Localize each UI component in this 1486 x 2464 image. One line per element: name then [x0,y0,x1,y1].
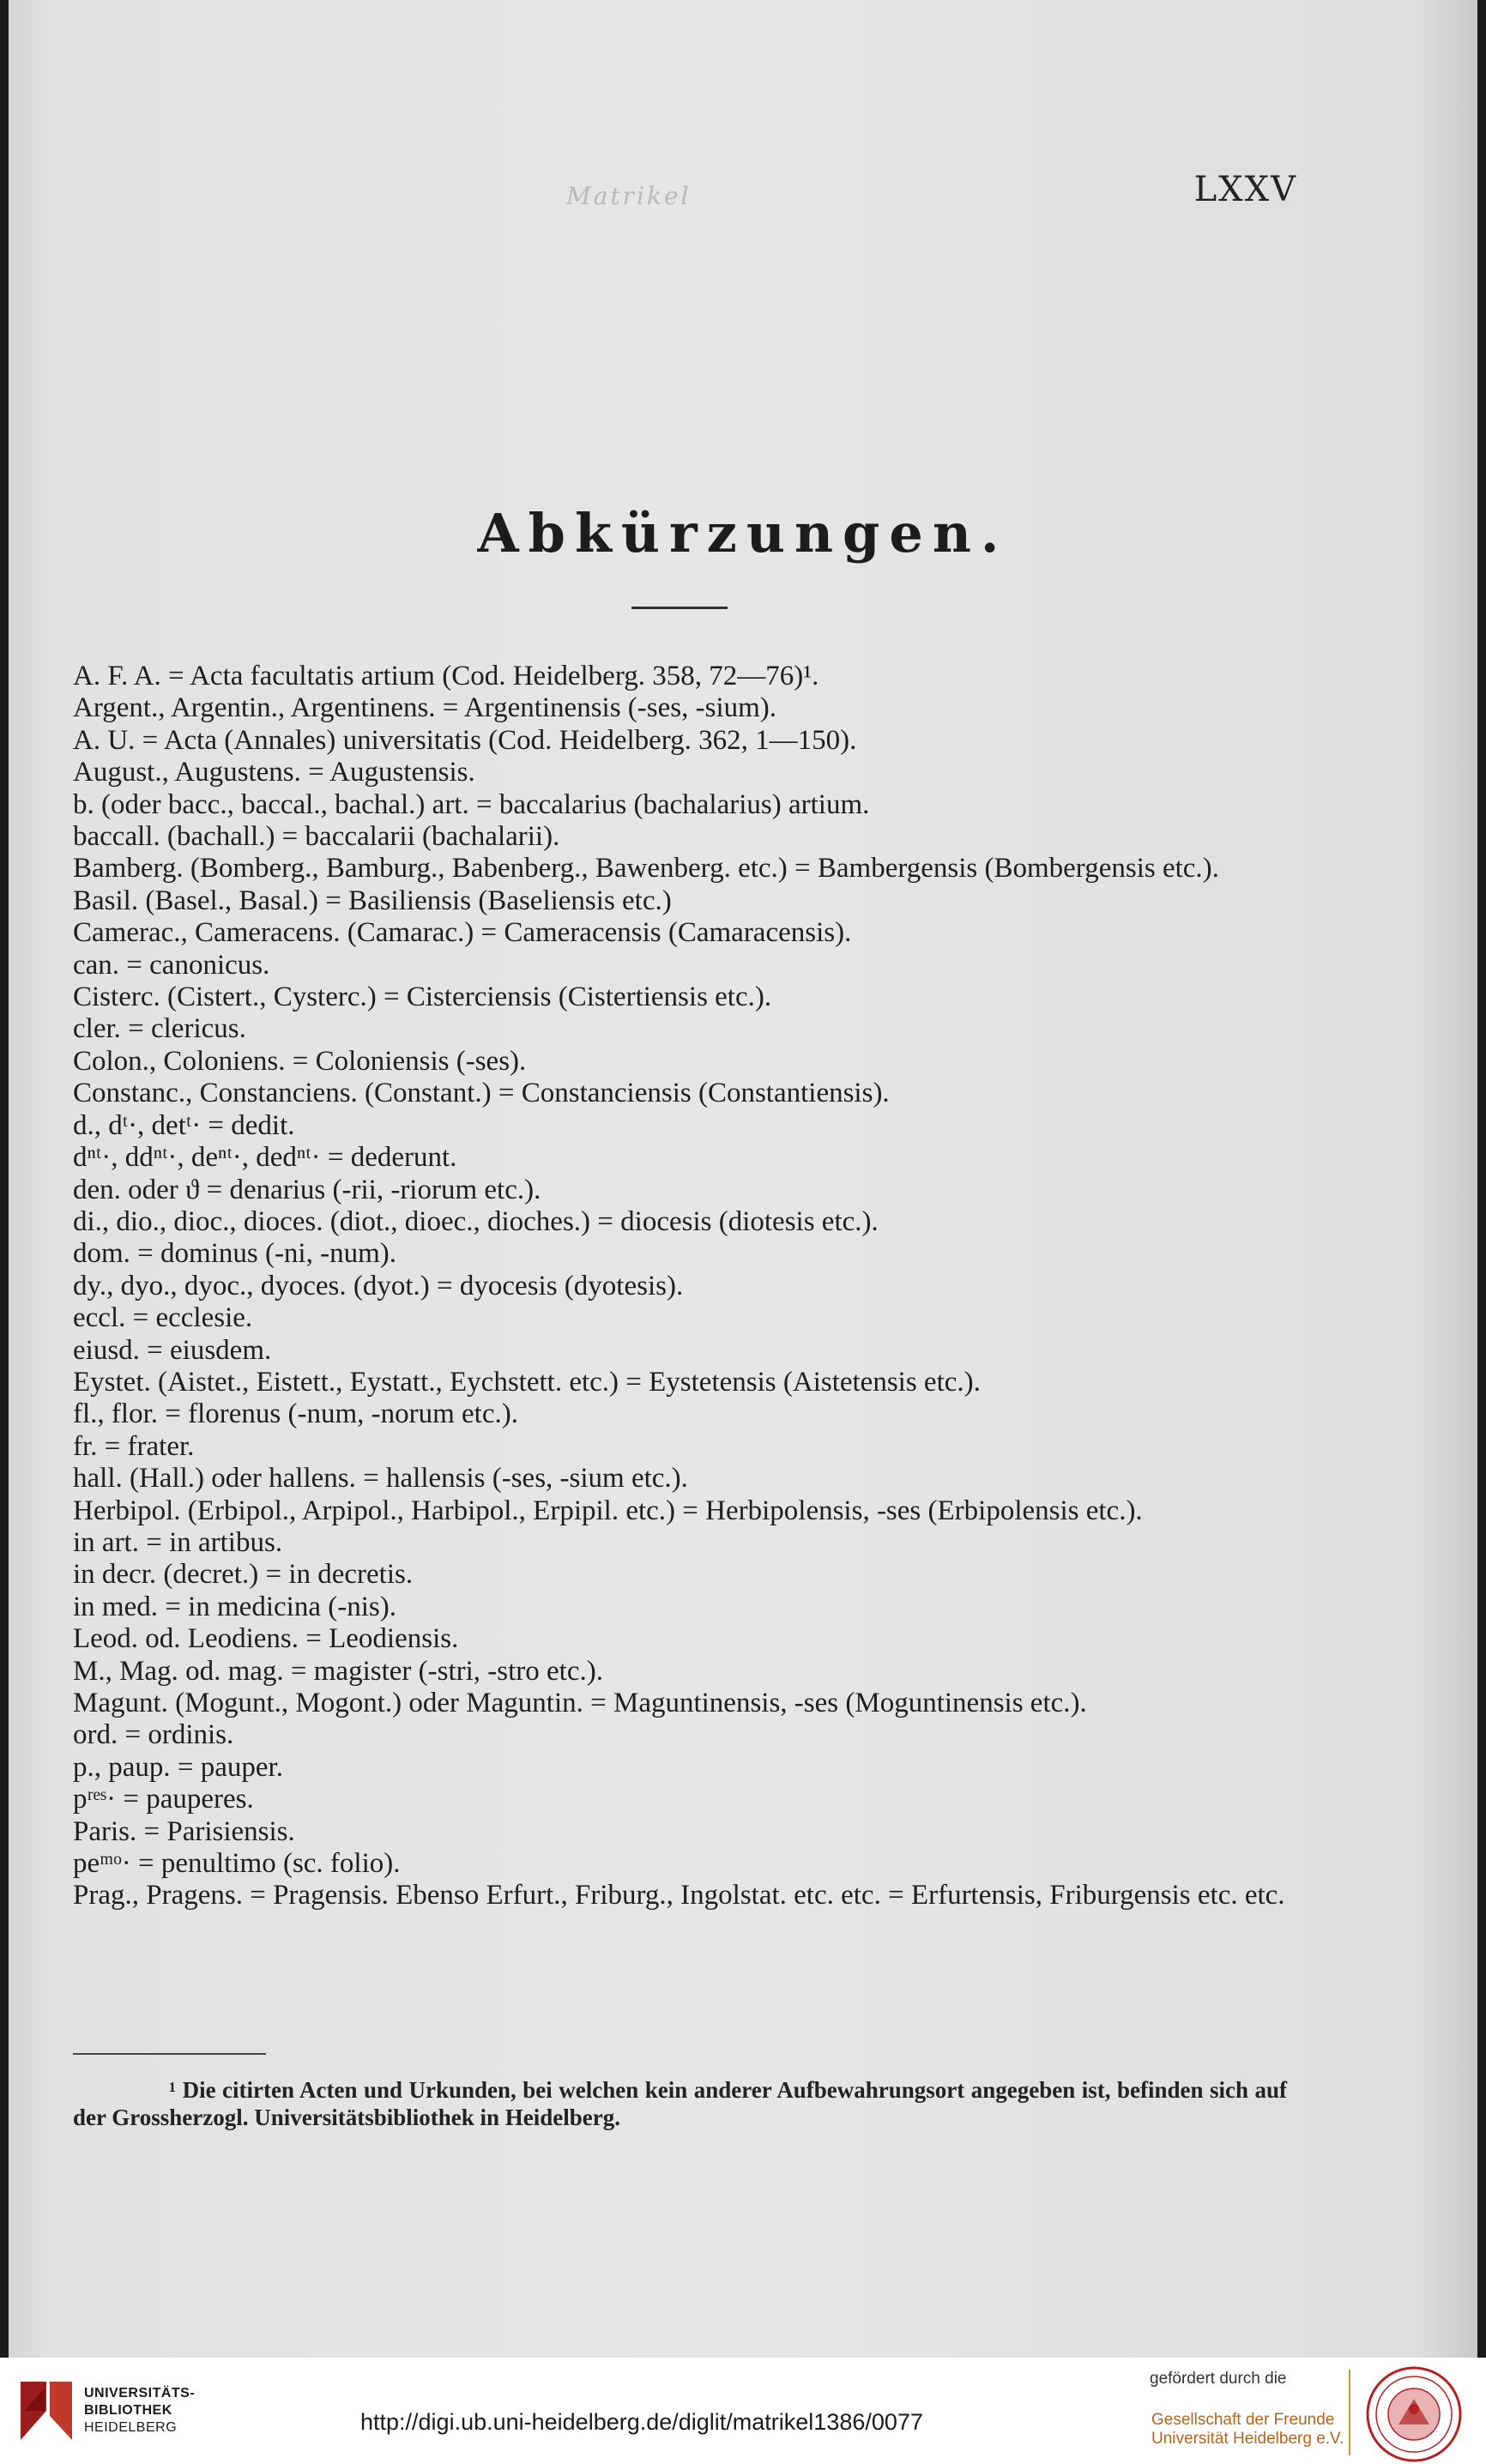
abbreviation-list [73,661,1287,1912]
abbreviation-entry: dom. = dominus (-ni, -num). [73,1238,397,1270]
university-library-logo-icon [15,2376,77,2445]
abbreviation-entry: p., paup. = pauper. [73,1751,283,1783]
abbreviation-entry: Argent., Argentin., Argentinens. = Argentinensis (-ses, -sium). [73,692,777,724]
library-name [84,2385,195,2437]
abbreviation-entry: Herbipol. (Erbipol., Arpipol., Harbipol., Erpipil. etc.) = Herbipolensis, -ses (Erbipolensis etc.). [73,1495,1143,1526]
society-name [1151,2411,1344,2449]
library-name-line: UNIVERSITÄTS- [84,2386,196,2401]
abbreviation-entry: Bamberg. (Bomberg., Bamburg., Babenberg., Bawenberg. etc.) = Bambergensis (Bombergensis etc.). [73,853,1219,885]
abbreviation-entry: ord. = ordinis. [73,1719,234,1751]
library-name-line: BIBLIOTHEK [84,2403,172,2418]
abbreviation-entry: b. (oder bacc., baccal., bachal.) art. = baccalarius (bachalarius) artium. [73,788,870,820]
abbreviation-entry: den. oder ϑ = denarius (-rii, -riorum etc.). [73,1174,541,1205]
abbreviation-entry: d., dᵗ·, detᵗ· = dedit. [73,1109,295,1141]
abbreviation-entry: Colon., Coloniens. = Coloniensis (-ses). [73,1045,527,1077]
abbreviation-entry: Eystet. (Aistet., Eistett., Eystatt., Eychstett. etc.) = Eystetensis (Aistetensis etc.). [73,1366,981,1398]
abbreviation-entry: hall. (Hall.) oder hallens. = hallensis (-ses, -sium etc.). [73,1463,688,1495]
abbreviation-entry: in art. = in artibus. [73,1526,283,1558]
page-number: LXXV [1193,170,1297,209]
scanned-page [9,0,1477,2358]
abbreviation-entry: Leod. od. Leodiens. = Leodiensis. [73,1623,459,1655]
permalink-url[interactable]: http://digi.ub.uni-heidelberg.de/diglit/matrikel1386/0077 [360,2409,923,2435]
bleed-through-header: Matrikel [566,182,692,210]
footer-divider [1349,2370,1350,2455]
abbreviation-entry: in decr. (decret.) = in decretis. [73,1559,414,1591]
footnote-rule [73,2053,266,2055]
abbreviation-entry: cler. = clericus. [73,1013,246,1045]
abbreviation-entry: Camerac., Cameracens. (Camarac.) = Cameracensis (Camaracensis). [73,917,852,949]
abbreviation-entry: in med. = in medicina (-nis). [73,1591,396,1622]
abbreviation-entry: Cisterc. (Cistert., Cysterc.) = Cisterciensis (Cistertiensis etc.). [73,981,772,1013]
abbreviation-entry: fl., flor. = florenus (-num, -norum etc.). [73,1398,518,1430]
abbreviation-entry: M., Mag. od. mag. = magister (-stri, -stro etc.). [73,1655,603,1687]
abbreviation-entry: can. = canonicus. [73,949,270,981]
abbreviation-entry: Magunt. (Mogunt., Mogont.) oder Maguntin. = Maguntinensis, -ses (Moguntinensis etc.). [73,1688,1087,1718]
footnote: ¹ Die citirten Acten und Urkunden, bei welchen kein anderer Aufbewahrungsort angegeben ist, befinden sich auf der Grossherzogl. Universitätsbibliothek in Heidelberg. [73,2077,1287,2130]
society-name-line: Gesellschaft der Freunde [1151,2411,1335,2429]
title-rule [631,607,728,609]
abbreviation-entry: A. U. = Acta (Annales) universitatis (Cod. Heidelberg. 362, 1—150). [73,724,857,756]
society-name-line: Universität Heidelberg e.V. [1151,2430,1344,2448]
abbreviation-entry: A. F. A. = Acta facultatis artium (Cod. Heidelberg. 358, 72—76)¹. [73,661,819,691]
abbreviation-entry: eiusd. = eiusdem. [73,1334,272,1366]
abbreviation-entry: dⁿᵗ·, ddⁿᵗ·, deⁿᵗ·, dedⁿᵗ· = dederunt. [73,1142,457,1174]
abbreviation-entry: fr. = frater. [73,1430,195,1462]
abbreviation-entry: Basil. (Basel., Basal.) = Basiliensis (Baseliensis etc.) [73,885,672,916]
funded-by-label: gefördert durch die [1150,2370,1287,2388]
abbreviation-entry: August., Augustens. = Augustensis. [73,757,475,788]
abbreviation-entry: peᵐᵒ· = penultimo (sc. folio). [73,1848,401,1880]
abbreviation-entry: pʳᵉˢ· = pauperes. [73,1784,254,1815]
abbreviation-entry: Constanc., Constanciens. (Constant.) = Constanciensis (Constantiensis). [73,1078,890,1109]
page-title: Abkürzungen. [477,502,1009,565]
abbreviation-entry: baccall. (bachall.) = baccalarii (bachalarii). [73,821,560,853]
abbreviation-entry: Paris. = Parisiensis. [73,1815,295,1847]
abbreviation-entry: di., dio., dioc., dioces. (diot., dioec., dioches.) = diocesis (diotesis etc.). [73,1205,879,1237]
abbreviation-entry: dy., dyo., dyoc., dyoces. (dyot.) = dyocesis (dyotesis). [73,1270,684,1301]
university-seal-icon [1364,2364,1464,2464]
abbreviation-entry: Prag., Pragens. = Pragensis. Ebenso Erfurt., Friburg., Ingolstat. etc. etc. = Erfurtensis, Friburgensis etc. etc. [73,1880,1285,1911]
library-name-line: HEIDELBERG [84,2420,178,2435]
viewer-footer [0,2358,1486,2464]
abbreviation-entry: eccl. = ecclesie. [73,1302,253,1334]
